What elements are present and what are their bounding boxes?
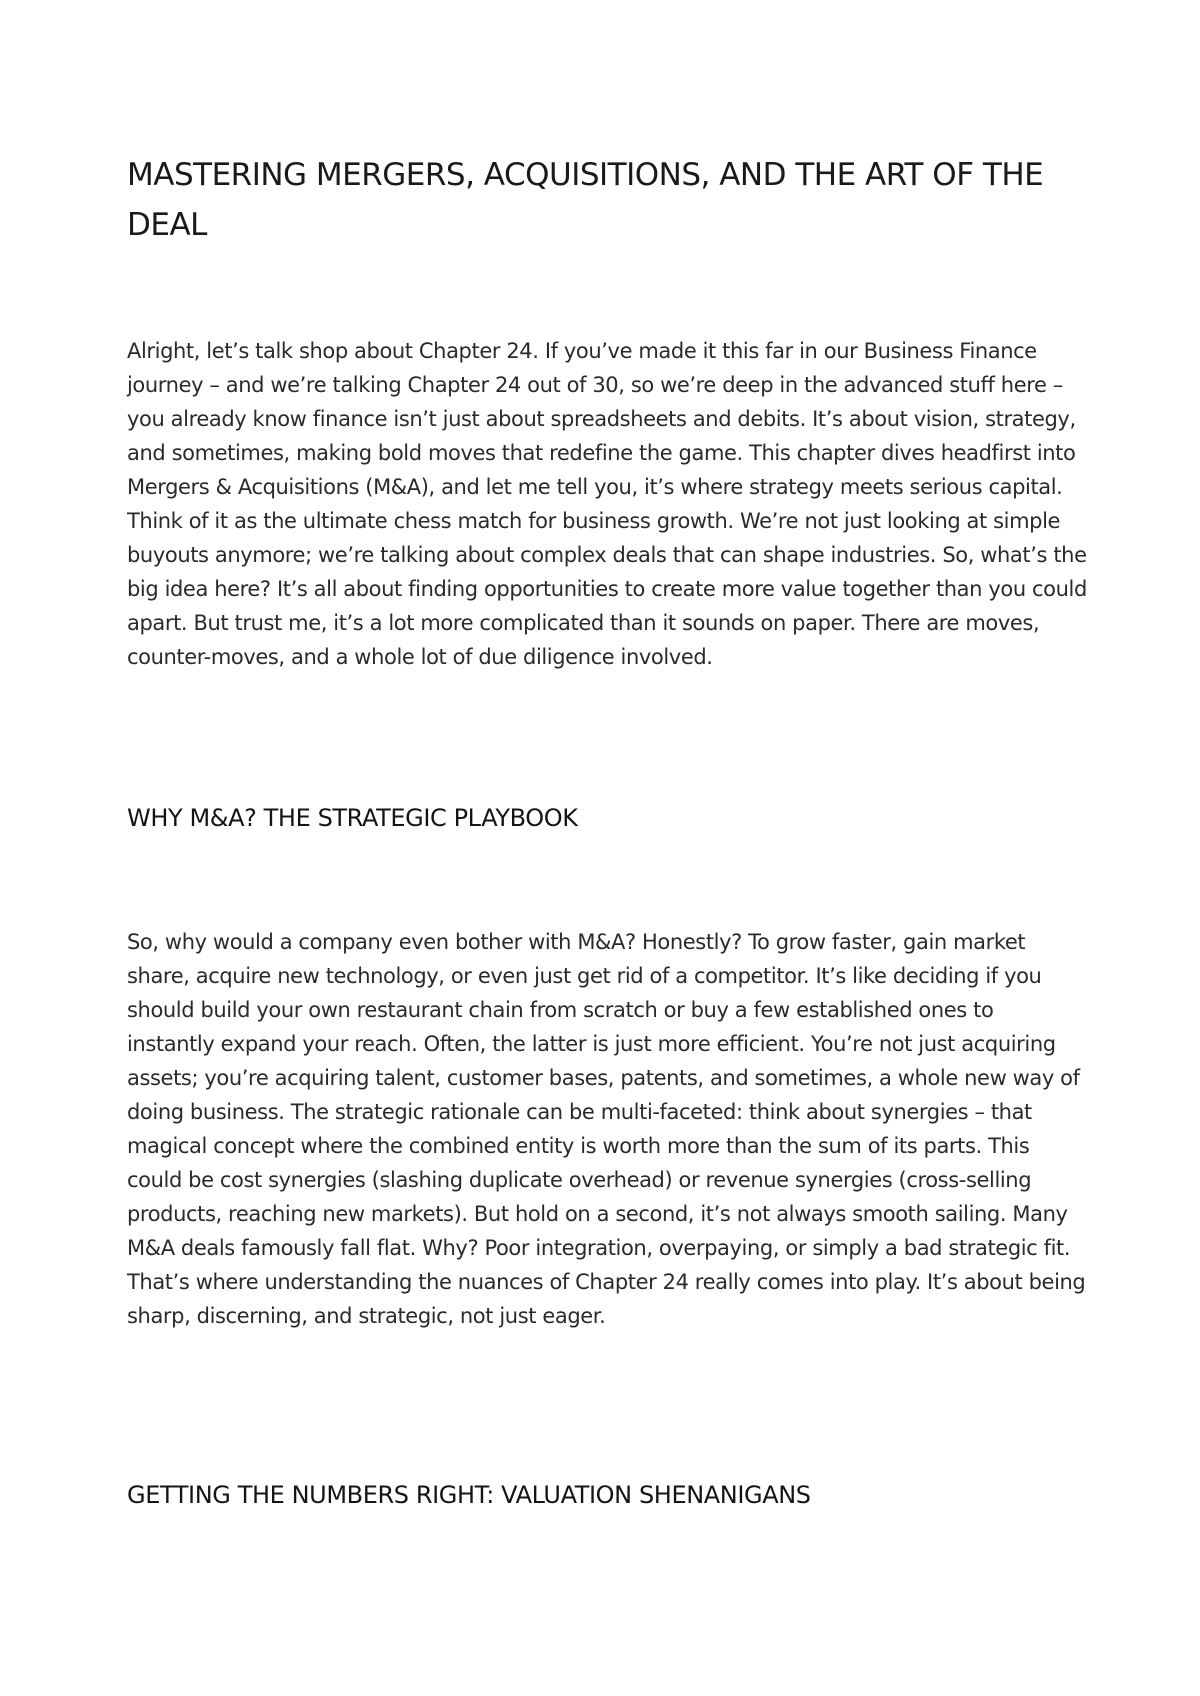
intro-paragraph: Alright, let’s talk shop about Chapter 24. If you’ve made it this far in our Business Finance journey – and we’re talking Chapter 24 out of 30, so we’re deep in the advanced stuff here – you already know finance isn’t just about spreadsheets and debits. It’s about vision, strategy, and sometimes, making bold moves that redefine the game. This chapter dives headfirst into Mergers & Acquisitions (M&A), and let me tell you, it’s where strategy meets serious capital. Think of it as the ultimate chess match for business growth. We’re not just looking at simple buyouts anymore; we’re talking about complex deals that can shape industries. So, what’s the big idea here? It’s all about finding opportunities to create more value together than you could apart. But trust me, it’s a lot more complicated than it sounds on paper. There are moves, counter-moves, and a whole lot of due diligence involved. [127,339,1087,669]
section-paragraph-why-ma: So, why would a company even bother with M&A? Honestly? To grow faster, gain market share, acquire new technology, or even just get rid of a competitor. It’s like deciding if you should build your own restaurant chain from scratch or buy a few established ones to instantly expand your reach. Often, the latter is just more efficient. You’re not just acquiring assets; you’re acquiring talent, customer bases, patents, and sometimes, a whole new way of doing business. The strategic rationale can be multi-faceted: think about synergies – that magical concept where the combined entity is worth more than the sum of its parts. This could be cost synergies (slashing duplicate overhead) or revenue synergies (cross-selling products, reaching new markets). But hold on a second, it’s not always smooth sailing. Many M&A deals famously fall flat. Why? Poor integration, overpaying, or simply a bad strategic fit. That’s where understanding the nuances of Chapter 24 really comes into play. It’s about being sharp, discerning, and strategic, not just eager. [127,930,1086,1328]
page-title: MASTERING MERGERS, ACQUISITIONS, AND THE ART OF THE DEAL [127,157,1044,243]
section-heading-why-ma: WHY M&A? THE STRATEGIC PLAYBOOK [127,804,578,832]
section-heading-valuation: GETTING THE NUMBERS RIGHT: VALUATION SHENANIGANS [127,1481,811,1509]
